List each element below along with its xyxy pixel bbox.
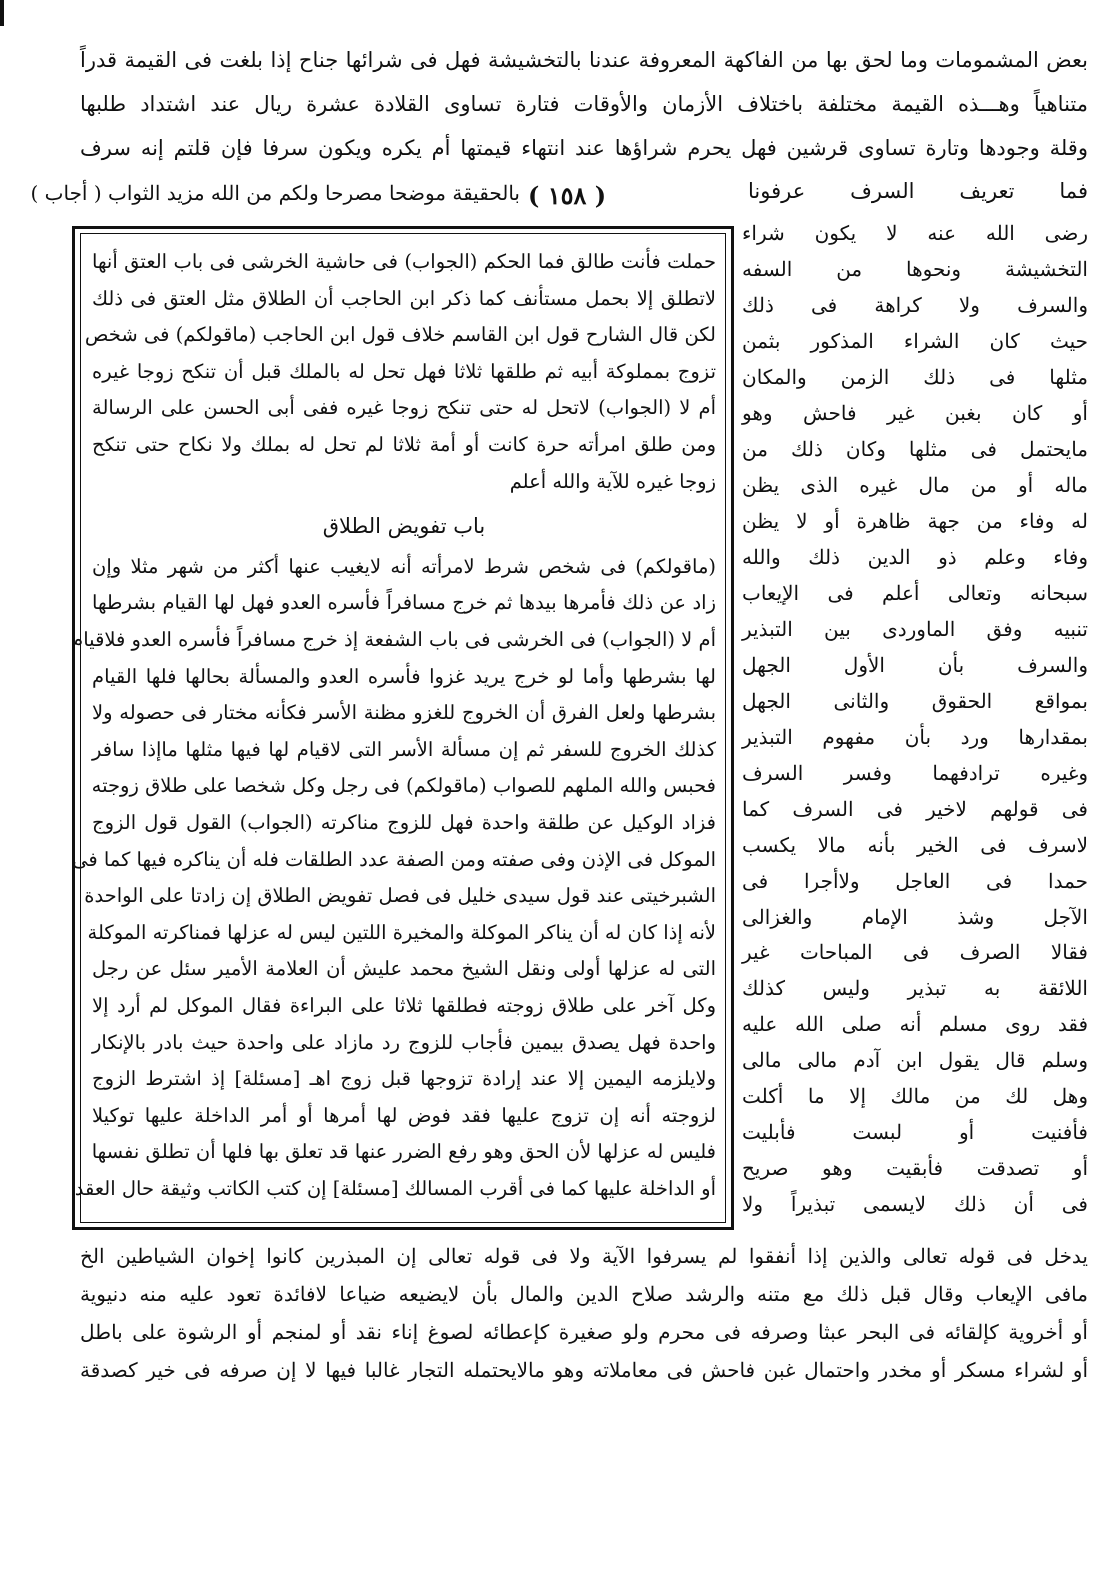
box-line: لزوجته أنه إن تزوج عليها فقد فوض لها أمرها أو أمر الداخلة عليها توكيلا [92, 1103, 716, 1127]
box-line: حملت فأنت طالق فما الحكم (الجواب) فى حاشية الخرشى فى باب العتق أنها [92, 250, 716, 273]
bottom-line: يدخل فى قوله تعالى والذين إذا أنفقوا لم يسرفوا الآية ولا فى قوله تعالى إن المبذرين كانوا إخوان الشياطين الخ [80, 1243, 1088, 1268]
margin-line: اللائقة به تبذير وليس كذلك [742, 976, 1088, 1001]
margin-line: بمواقع الحقوق والثانى الجهل [742, 688, 1088, 713]
margin-line: فقد روى مسلم أنه صلى الله عليه [742, 1012, 1088, 1037]
margin-line: مايحتمل فى مثلها وكان ذلك من [742, 436, 1088, 461]
margin-line: لاسرف فى الخير بأنه مالا يكسب [742, 832, 1088, 857]
margin-line: أو كان بغبن غير فاحش وهو [742, 400, 1088, 425]
margin-line: رضى الله عنه لا يكون شراء [742, 221, 1088, 245]
margin-line: بمقدارها ورد بأن مفهوم التبذير [742, 724, 1088, 749]
box-line: لكن قال الشارح قول ابن القاسم خلاف قول ابن الحاجب (ماقولكم) فى شخص [84, 323, 716, 347]
margin-line: مثلها فى ذلك الزمن والمكان [742, 364, 1088, 389]
box-line: أم لا (الجواب) فى الخرشى فى باب الشفعة إذ خرج مسافراً فأسره العدو فلاقيام [71, 628, 716, 651]
box-line: فزاد الوكيل عن طلقة واحدة فهل للزوج مناكرته (الجواب) القول قول الزوج [92, 811, 716, 834]
box-line: واحدة فهل يصدق بيمين فأجاب للزوج رد مازاد على واحدة حيث بادر بالإنكار [92, 1030, 716, 1054]
box-line: ومن طلق امرأته حرة كانت أو أمة ثلاثا لم تحل له بملك ولا نكاح حتى تنكح [92, 433, 716, 456]
box-line: زوجا غيره للآية والله أعلم [509, 469, 716, 493]
box-line: ولايلزمه اليمين إلا عند إرادة تزوجها قبل زوج اهـ [مسئلة] إذ اشترط الزوج [92, 1067, 716, 1091]
box-line: فليس له عزلها لأن الحق وهو رفع الضرر عنها قد تعلق بها فلها أن تطلق نفسها [91, 1140, 716, 1164]
scan-edge-mark [0, 0, 4, 26]
margin-line: الآجل وشذ الإمام والغزالى [742, 904, 1088, 929]
box-line: زاد عن ذلك فأمرها بيدها ثم خرج مسافراً فأسره العدو فهل لها القيام بشرطها [92, 591, 716, 615]
box-line: كذلك الخروج للسفر ثم إن مسألة الأسر التى لاقيام لها فيها مثلها ماإذا سافر [92, 737, 716, 761]
box-line: الموكل فى الإذن وفى صفته ومن الصفة عدد الطلقات فله أن يناكره فيها كما فى [72, 847, 716, 871]
box-line: وكل آخر على طلاق زوجته فطلقها ثلاثا على البراءة فقال الموكل لم أرد إلا [92, 994, 716, 1017]
top-line: بعض المشمومات وما لحق بها من الفاكهة المعروفة عندنا بالتخشيشة فهل فى شرائها جناح إذا بلغت فى القيمة قدراً [80, 48, 1088, 72]
top-line-left: بالحقيقة موضحا مصرحا ولكم من الله مزيد الثواب ( أجاب ) [30, 181, 520, 205]
section-heading: باب تفويض الطلاق [322, 514, 486, 539]
margin-line: له وفاء من جهة ظاهرة أو لا يظن [742, 508, 1088, 533]
margin-line: فقالا الصرف فى المباحات غير [742, 940, 1088, 965]
margin-line: والسرف ولا كراهة فى ذلك [742, 292, 1088, 317]
box-line: لها بشرطها وأما لو خرج يريد غزوا فأسره العدو والمسألة بحالها فلها القيام [92, 664, 716, 688]
margin-line: حيث كان الشراء المذكور بثمن [742, 328, 1088, 353]
margin-line: والسرف بأن الأول الجهل [742, 652, 1088, 677]
margin-line: تنبيه وفق الماوردى بين التبذير [742, 616, 1088, 641]
margin-line: وهل لك من مالك إلا ما أكلت [742, 1084, 1088, 1109]
top-line-right: فما تعريف السرف عرفونا [748, 179, 1088, 203]
bottom-line: مافى الإيعاب وقال قبل ذلك مع متنه والرشد صلاح الدين والمال بأن لايضيعه ضياعا لافائدة تعود عليه منه دنيوية [80, 1281, 1088, 1306]
margin-line: فأفنيت أو لبست فأبليت [742, 1120, 1088, 1145]
box-line: بشرطها ولعل الفرق أن الخروج للغزو مظنة الأسر فكأنه مختار فى حصوله ولا [92, 701, 716, 725]
margin-line: حمدا فى العاجل ولاأجرا فى [742, 868, 1088, 893]
margin-line: سبحانه وتعالى أعلم فى الإيعاب [742, 580, 1088, 605]
bottom-line: أو أخروية كإلقائه فى البحر عبثا وصرفه فى محرم ولو صغيرة كإعطائه لصوغ إناء نقد أو لمنجم أو الرشوة على باطل [80, 1319, 1088, 1344]
box-line: (ماقولكم) فى شخص شرط لامرأته أنه لايغيب عنها أكثر من شهر مثلا وإن [92, 554, 716, 578]
top-line: متناهياً وهـــذه القيمة مختلفة باختلاف الأزمان والأوقات فتارة تساوى القلادة عشرة ريال عند اشتداد طلبها [80, 92, 1088, 116]
margin-line: فى قولهم لاخير فى السرف كما [742, 796, 1088, 821]
margin-line: أو تصدقت فأبقيت وهو صريح [742, 1156, 1088, 1181]
margin-line: وغيره ترادفهما وفسر السرف [742, 760, 1088, 785]
bottom-line: أو لشراء مسكر أو مخدر واحتمال غبن فاحش فى معاملاته وهو مالايحتمله التجار غالبا فيها لا إن صرفه فى خير كصدقة [80, 1357, 1088, 1382]
top-line: وقلة وجودها وتارة تساوى قرشين فهل يحرم شراؤها عند انتهاء قيمتها أم يكره ويكون سرفا فإن قلتم إنه سرف [80, 136, 1088, 160]
box-line: التى له عزلها أولى ونقل الشيخ محمد عليش أن العلامة الأمير سئل عن رجل [92, 957, 716, 981]
box-line: أم لا (الجواب) لاتحل له حتى تنكح زوجا غيره ففى أبى الحسن على الرسالة [92, 396, 716, 420]
box-line: أو الداخلة عليها كما فى أقرب المسالك [مسئلة] إن كتب الكاتب وثيقة حال العقد [74, 1177, 716, 1200]
page-number: ( ١٥٨ ) [528, 181, 607, 210]
margin-line: ماله أو من مال غيره الذى يظن [742, 472, 1088, 497]
margin-line: فى أن ذلك لايسمى تبذيراً ولا [742, 1192, 1088, 1217]
margin-line: وفاء وعلم ذو الدين ذلك والله [742, 544, 1088, 569]
box-line: الشبرخيتى عند قول سيدى خليل فى فصل تفويض الطلاق إن زادتا على الواحدة [84, 884, 716, 908]
box-line: لأنه إذا كان له أن يناكر الموكلة والمخيرة اللتين ليس له عزلها فمناكرته الموكلة [87, 920, 716, 944]
margin-line: التخشيشة ونحوها من السفه [742, 256, 1088, 281]
box-line: لاتطلق إلا بحمل مستأنف كما ذكر ابن الحاجب أن الطلاق مثل العتق فى ذلك [92, 286, 716, 310]
margin-line: وسلم قال يقول ابن آدم مالى مالى [742, 1048, 1088, 1073]
box-line: فحبس والله الملهم للصواب (ماقولكم) فى رجل وكل شخصا على طلاق زوجته [91, 774, 716, 798]
box-line: تزوج بمملوكة أبيه ثم طلقها ثلاثا فهل تحل له بالملك قبل أن تنكح زوجا غيره [92, 359, 716, 383]
